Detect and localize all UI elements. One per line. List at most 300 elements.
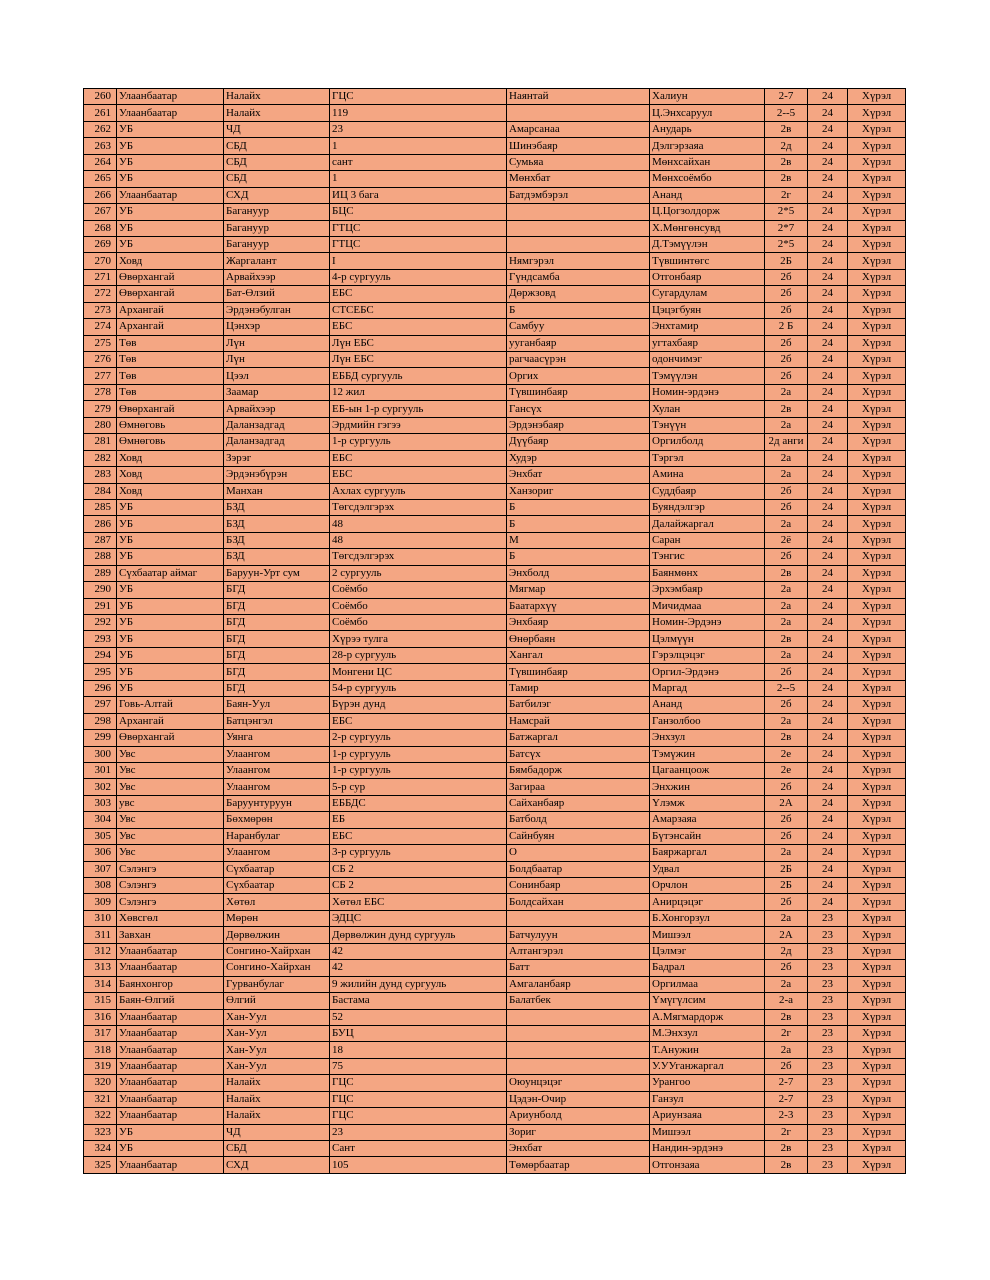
teacher-cell: Болдбаатар <box>507 861 650 877</box>
teacher-cell: Төмөрбаатар <box>507 1157 650 1173</box>
class-cell: 2а <box>765 845 808 861</box>
school-cell: 12 жил <box>330 384 507 400</box>
score-cell: 24 <box>808 845 848 861</box>
school-cell: СБ 2 <box>330 861 507 877</box>
score-cell: 24 <box>808 828 848 844</box>
score-cell: 23 <box>808 1157 848 1173</box>
teacher-cell <box>507 105 650 121</box>
district-cell: Мөрөн <box>224 910 330 926</box>
score-cell: 24 <box>808 434 848 450</box>
row-number-cell: 296 <box>84 680 117 696</box>
table-row <box>84 204 906 220</box>
score-cell: 24 <box>808 417 848 433</box>
medal-cell: Хүрэл <box>848 434 906 450</box>
school-cell: ГТЦС <box>330 236 507 252</box>
district-cell: БГД <box>224 598 330 614</box>
medal-cell: Хүрэл <box>848 746 906 762</box>
district-cell: БГД <box>224 680 330 696</box>
province-cell: УБ <box>117 1141 224 1157</box>
district-cell: Дөрвөлжин <box>224 927 330 943</box>
table-row <box>84 631 906 647</box>
school-cell: ИЦ 3 бага <box>330 187 507 203</box>
student-cell: Бүтэнсайн <box>650 828 765 844</box>
province-cell: Төв <box>117 352 224 368</box>
teacher-cell: Энхболд <box>507 565 650 581</box>
school-cell: 2 сургууль <box>330 565 507 581</box>
district-cell: Хан-Уул <box>224 1042 330 1058</box>
school-cell: СБ 2 <box>330 878 507 894</box>
school-cell: Соёмбо <box>330 582 507 598</box>
medal-cell: Хүрэл <box>848 795 906 811</box>
table-row <box>84 499 906 515</box>
row-number-cell: 290 <box>84 582 117 598</box>
school-cell: ГЦС <box>330 1108 507 1124</box>
medal-cell: Хүрэл <box>848 960 906 976</box>
row-number-cell: 269 <box>84 236 117 252</box>
row-number-cell: 286 <box>84 516 117 532</box>
district-cell: Баруунтуруун <box>224 795 330 811</box>
table-row <box>84 220 906 236</box>
school-cell: БЦС <box>330 204 507 220</box>
student-cell: Цэцэгбуян <box>650 302 765 318</box>
table-row <box>84 1009 906 1025</box>
class-cell: 2--5 <box>765 680 808 696</box>
row-number-cell: 265 <box>84 171 117 187</box>
province-cell: Улаанбаатар <box>117 1025 224 1041</box>
school-cell: Эрдмийн гэгээ <box>330 417 507 433</box>
medal-cell: Хүрэл <box>848 532 906 548</box>
province-cell: Төв <box>117 335 224 351</box>
teacher-cell <box>507 220 650 236</box>
table-row <box>84 993 906 1009</box>
medal-cell: Хүрэл <box>848 565 906 581</box>
teacher-cell: Нямгэрэл <box>507 253 650 269</box>
province-cell: УБ <box>117 138 224 154</box>
teacher-cell: Гансүх <box>507 401 650 417</box>
row-number-cell: 316 <box>84 1009 117 1025</box>
score-cell: 24 <box>808 302 848 318</box>
district-cell: СБД <box>224 154 330 170</box>
score-cell: 24 <box>808 450 848 466</box>
student-cell: Оргилболд <box>650 434 765 450</box>
medal-cell: Хүрэл <box>848 927 906 943</box>
medal-cell: Хүрэл <box>848 352 906 368</box>
school-cell: ЕБС <box>330 828 507 844</box>
class-cell: 2а <box>765 598 808 614</box>
teacher-cell: Б <box>507 302 650 318</box>
row-number-cell: 278 <box>84 384 117 400</box>
teacher-cell: Батчулуун <box>507 927 650 943</box>
table-row <box>84 1091 906 1107</box>
district-cell: Лүн <box>224 352 330 368</box>
teacher-cell: Б <box>507 499 650 515</box>
score-cell: 24 <box>808 171 848 187</box>
table-row <box>84 302 906 318</box>
school-cell: Соёмбо <box>330 598 507 614</box>
class-cell: 2а <box>765 516 808 532</box>
row-number-cell: 306 <box>84 845 117 861</box>
medal-cell: Хүрэл <box>848 943 906 959</box>
district-cell: ЧД <box>224 121 330 137</box>
score-cell: 24 <box>808 746 848 762</box>
row-number-cell: 321 <box>84 1091 117 1107</box>
table-row <box>84 352 906 368</box>
student-cell: угтахбаяр <box>650 335 765 351</box>
teacher-cell: Эрдэнэбаяр <box>507 417 650 433</box>
medal-cell: Хүрэл <box>848 1124 906 1140</box>
school-cell: ЕБ-ын 1-р сургууль <box>330 401 507 417</box>
medal-cell: Хүрэл <box>848 812 906 828</box>
row-number-cell: 299 <box>84 730 117 746</box>
table-row <box>84 1108 906 1124</box>
school-cell: ЕБС <box>330 450 507 466</box>
class-cell: 2в <box>765 1009 808 1025</box>
score-cell: 23 <box>808 960 848 976</box>
table-row <box>84 927 906 943</box>
row-number-cell: 313 <box>84 960 117 976</box>
table-row <box>84 960 906 976</box>
row-number-cell: 305 <box>84 828 117 844</box>
score-cell: 24 <box>808 631 848 647</box>
province-cell: Өвөрхангай <box>117 286 224 302</box>
district-cell: БГД <box>224 582 330 598</box>
medal-cell: Хүрэл <box>848 828 906 844</box>
medal-cell: Хүрэл <box>848 467 906 483</box>
district-cell: БЗД <box>224 532 330 548</box>
district-cell: Хан-Уул <box>224 1058 330 1074</box>
table-row <box>84 121 906 137</box>
student-cell: Амина <box>650 467 765 483</box>
school-cell: Бастама <box>330 993 507 1009</box>
row-number-cell: 263 <box>84 138 117 154</box>
province-cell: Ховд <box>117 483 224 499</box>
student-cell: Ганзолбоо <box>650 713 765 729</box>
table-row <box>84 779 906 795</box>
student-cell: Гэрэлцэцэг <box>650 647 765 663</box>
student-cell: Хулан <box>650 401 765 417</box>
medal-cell: Хүрэл <box>848 269 906 285</box>
score-cell: 24 <box>808 187 848 203</box>
teacher-cell: Батбилэг <box>507 697 650 713</box>
row-number-cell: 273 <box>84 302 117 318</box>
teacher-cell: рагчаасүрэн <box>507 352 650 368</box>
district-cell: Хөтөл <box>224 894 330 910</box>
teacher-cell: Түвшинбаяр <box>507 384 650 400</box>
student-cell: Тэргэл <box>650 450 765 466</box>
province-cell: Увс <box>117 845 224 861</box>
province-cell: Сүхбаатар аймаг <box>117 565 224 581</box>
medal-cell: Хүрэл <box>848 730 906 746</box>
class-cell: 2--5 <box>765 105 808 121</box>
school-cell: 1-р сургууль <box>330 746 507 762</box>
table-row <box>84 187 906 203</box>
province-cell: Архангай <box>117 319 224 335</box>
class-cell: 2в <box>765 565 808 581</box>
district-cell: Гурванбулаг <box>224 976 330 992</box>
table-row <box>84 368 906 384</box>
medal-cell: Хүрэл <box>848 1091 906 1107</box>
medal-cell: Хүрэл <box>848 1009 906 1025</box>
school-cell: 1 <box>330 171 507 187</box>
district-cell: Даланзадгад <box>224 434 330 450</box>
class-cell: 2б <box>765 697 808 713</box>
table-row <box>84 1042 906 1058</box>
school-cell: 23 <box>330 1124 507 1140</box>
district-cell: Хан-Уул <box>224 1009 330 1025</box>
row-number-cell: 308 <box>84 878 117 894</box>
student-cell: Суддбаяр <box>650 483 765 499</box>
class-cell: 2в <box>765 1157 808 1173</box>
teacher-cell: Б <box>507 516 650 532</box>
table-row <box>84 532 906 548</box>
student-cell: Энхзул <box>650 730 765 746</box>
school-cell: ЕБС <box>330 286 507 302</box>
class-cell: 2г <box>765 187 808 203</box>
school-cell: ЕБС <box>330 713 507 729</box>
district-cell: Налайх <box>224 1091 330 1107</box>
table-row <box>84 253 906 269</box>
score-cell: 23 <box>808 993 848 1009</box>
student-cell: Бадрал <box>650 960 765 976</box>
district-cell: Жаргалант <box>224 253 330 269</box>
province-cell: Өвөрхангай <box>117 730 224 746</box>
score-cell: 23 <box>808 1009 848 1025</box>
student-cell: Амарзаяа <box>650 812 765 828</box>
table-row <box>84 1124 906 1140</box>
teacher-cell <box>507 910 650 926</box>
school-cell: 75 <box>330 1058 507 1074</box>
district-cell: Налайх <box>224 1075 330 1091</box>
class-cell: 2б <box>765 483 808 499</box>
medal-cell: Хүрэл <box>848 1025 906 1041</box>
row-number-cell: 272 <box>84 286 117 302</box>
teacher-cell <box>507 204 650 220</box>
class-cell: 2г <box>765 1124 808 1140</box>
province-cell: УБ <box>117 236 224 252</box>
score-cell: 24 <box>808 269 848 285</box>
province-cell: УБ <box>117 582 224 598</box>
province-cell: УБ <box>117 171 224 187</box>
province-cell: УБ <box>117 615 224 631</box>
district-cell: Даланзадгад <box>224 417 330 433</box>
school-cell: 3-р сургууль <box>330 845 507 861</box>
medal-cell: Хүрэл <box>848 105 906 121</box>
class-cell: 2а <box>765 976 808 992</box>
province-cell: Өмнөговь <box>117 434 224 450</box>
school-cell: 18 <box>330 1042 507 1058</box>
school-cell: 9 жилийн дунд сургууль <box>330 976 507 992</box>
medal-cell: Хүрэл <box>848 861 906 877</box>
row-number-cell: 274 <box>84 319 117 335</box>
province-cell: УБ <box>117 220 224 236</box>
medal-cell: Хүрэл <box>848 697 906 713</box>
student-cell: Отгонбаяр <box>650 269 765 285</box>
row-number-cell: 302 <box>84 779 117 795</box>
student-cell: Ганзул <box>650 1091 765 1107</box>
table-row <box>84 269 906 285</box>
teacher-cell: Самбуу <box>507 319 650 335</box>
medal-cell: Хүрэл <box>848 1075 906 1091</box>
province-cell: Төв <box>117 368 224 384</box>
teacher-cell: Цэдэн-Очир <box>507 1091 650 1107</box>
score-cell: 24 <box>808 894 848 910</box>
table-row <box>84 516 906 532</box>
class-cell: 2*7 <box>765 220 808 236</box>
medal-cell: Хүрэл <box>848 138 906 154</box>
district-cell: Бат-Өлзий <box>224 286 330 302</box>
teacher-cell: Ариунболд <box>507 1108 650 1124</box>
school-cell: 2-р сургууль <box>330 730 507 746</box>
student-cell: М.Энхзул <box>650 1025 765 1041</box>
table-row <box>84 401 906 417</box>
district-cell: Багануур <box>224 220 330 236</box>
score-cell: 24 <box>808 647 848 663</box>
district-cell: СХД <box>224 1157 330 1173</box>
row-number-cell: 282 <box>84 450 117 466</box>
table-row <box>84 1141 906 1157</box>
school-cell: 105 <box>330 1157 507 1173</box>
class-cell: 2в <box>765 154 808 170</box>
class-cell: 2а <box>765 910 808 926</box>
teacher-cell: Амгаланбаяр <box>507 976 650 992</box>
student-cell: Ананд <box>650 187 765 203</box>
school-cell: ЕББД сургууль <box>330 368 507 384</box>
class-cell: 2д <box>765 943 808 959</box>
score-cell: 24 <box>808 401 848 417</box>
school-cell: Лүн ЕБС <box>330 335 507 351</box>
class-cell: 2б <box>765 812 808 828</box>
row-number-cell: 304 <box>84 812 117 828</box>
district-cell: Улаангом <box>224 746 330 762</box>
district-cell: Багануур <box>224 204 330 220</box>
student-cell: Номин-Эрдэнэ <box>650 615 765 631</box>
table-row <box>84 154 906 170</box>
class-cell: 2Б <box>765 861 808 877</box>
province-cell: Хөвсгөл <box>117 910 224 926</box>
score-cell: 23 <box>808 1075 848 1091</box>
class-cell: 2б <box>765 960 808 976</box>
teacher-cell: Оюунцэцэг <box>507 1075 650 1091</box>
teacher-cell: Алтангэрэл <box>507 943 650 959</box>
student-cell: Цэлмэг <box>650 943 765 959</box>
school-cell: 1 <box>330 138 507 154</box>
medal-cell: Хүрэл <box>848 384 906 400</box>
medal-cell: Хүрэл <box>848 549 906 565</box>
student-cell: Номин-эрдэнэ <box>650 384 765 400</box>
teacher-cell: Ханзориг <box>507 483 650 499</box>
row-number-cell: 275 <box>84 335 117 351</box>
table-row <box>84 680 906 696</box>
province-cell: УБ <box>117 647 224 663</box>
district-cell: Заамар <box>224 384 330 400</box>
school-cell: 28-р сургууль <box>330 647 507 663</box>
row-number-cell: 318 <box>84 1042 117 1058</box>
row-number-cell: 317 <box>84 1025 117 1041</box>
class-cell: 2-7 <box>765 1091 808 1107</box>
student-cell: Ц.Цогзолдорж <box>650 204 765 220</box>
district-cell: Цэнхэр <box>224 319 330 335</box>
teacher-cell: Энхбат <box>507 467 650 483</box>
teacher-cell: Худэр <box>507 450 650 466</box>
medal-cell: Хүрэл <box>848 516 906 532</box>
teacher-cell: Мягмар <box>507 582 650 598</box>
table-row <box>84 467 906 483</box>
table-row <box>84 878 906 894</box>
score-cell: 24 <box>808 154 848 170</box>
table-row <box>84 746 906 762</box>
class-cell: 2е <box>765 746 808 762</box>
student-cell: Анирцэцэг <box>650 894 765 910</box>
score-cell: 24 <box>808 861 848 877</box>
medal-cell: Хүрэл <box>848 910 906 926</box>
school-cell: Сант <box>330 1141 507 1157</box>
table-row <box>84 138 906 154</box>
province-cell: Улаанбаатар <box>117 89 224 105</box>
student-cell: У.УУганжаргал <box>650 1058 765 1074</box>
medal-cell: Хүрэл <box>848 713 906 729</box>
class-cell: 2а <box>765 582 808 598</box>
class-cell: 2а <box>765 384 808 400</box>
student-cell: Отгонзаяа <box>650 1157 765 1173</box>
province-cell: Төв <box>117 384 224 400</box>
score-cell: 24 <box>808 795 848 811</box>
row-number-cell: 294 <box>84 647 117 663</box>
student-cell: Халиун <box>650 89 765 105</box>
province-cell: УБ <box>117 664 224 680</box>
row-number-cell: 325 <box>84 1157 117 1173</box>
district-cell: Баруун-Урт сум <box>224 565 330 581</box>
table-row <box>84 730 906 746</box>
score-cell: 23 <box>808 1141 848 1157</box>
province-cell: УБ <box>117 598 224 614</box>
table-row <box>84 615 906 631</box>
teacher-cell: Бямбадорж <box>507 762 650 778</box>
table-row <box>84 417 906 433</box>
student-cell: Тэнүүн <box>650 417 765 433</box>
table-row <box>84 450 906 466</box>
score-cell: 23 <box>808 976 848 992</box>
row-number-cell: 322 <box>84 1108 117 1124</box>
medal-cell: Хүрэл <box>848 417 906 433</box>
medal-cell: Хүрэл <box>848 171 906 187</box>
score-cell: 24 <box>808 204 848 220</box>
teacher-cell: Баатархүү <box>507 598 650 614</box>
student-cell: Нандин-эрдэнэ <box>650 1141 765 1157</box>
province-cell: Ховд <box>117 253 224 269</box>
teacher-cell: Дөржзовд <box>507 286 650 302</box>
row-number-cell: 289 <box>84 565 117 581</box>
student-cell: Мөнхсоёмбо <box>650 171 765 187</box>
row-number-cell: 267 <box>84 204 117 220</box>
medal-cell: Хүрэл <box>848 779 906 795</box>
medal-cell: Хүрэл <box>848 253 906 269</box>
class-cell: 2 Б <box>765 319 808 335</box>
row-number-cell: 295 <box>84 664 117 680</box>
teacher-cell: Сайнбуян <box>507 828 650 844</box>
school-cell: 54-р сургууль <box>330 680 507 696</box>
student-cell: Ц.Энхсаруул <box>650 105 765 121</box>
score-cell: 24 <box>808 253 848 269</box>
score-cell: 24 <box>808 352 848 368</box>
row-number-cell: 279 <box>84 401 117 417</box>
district-cell: Бөхмөрөн <box>224 812 330 828</box>
student-cell: Үмүгүлсим <box>650 993 765 1009</box>
score-cell: 24 <box>808 582 848 598</box>
district-cell: Өлгий <box>224 993 330 1009</box>
school-cell: 1-р сургууль <box>330 434 507 450</box>
table-row <box>84 549 906 565</box>
teacher-cell: Батболд <box>507 812 650 828</box>
